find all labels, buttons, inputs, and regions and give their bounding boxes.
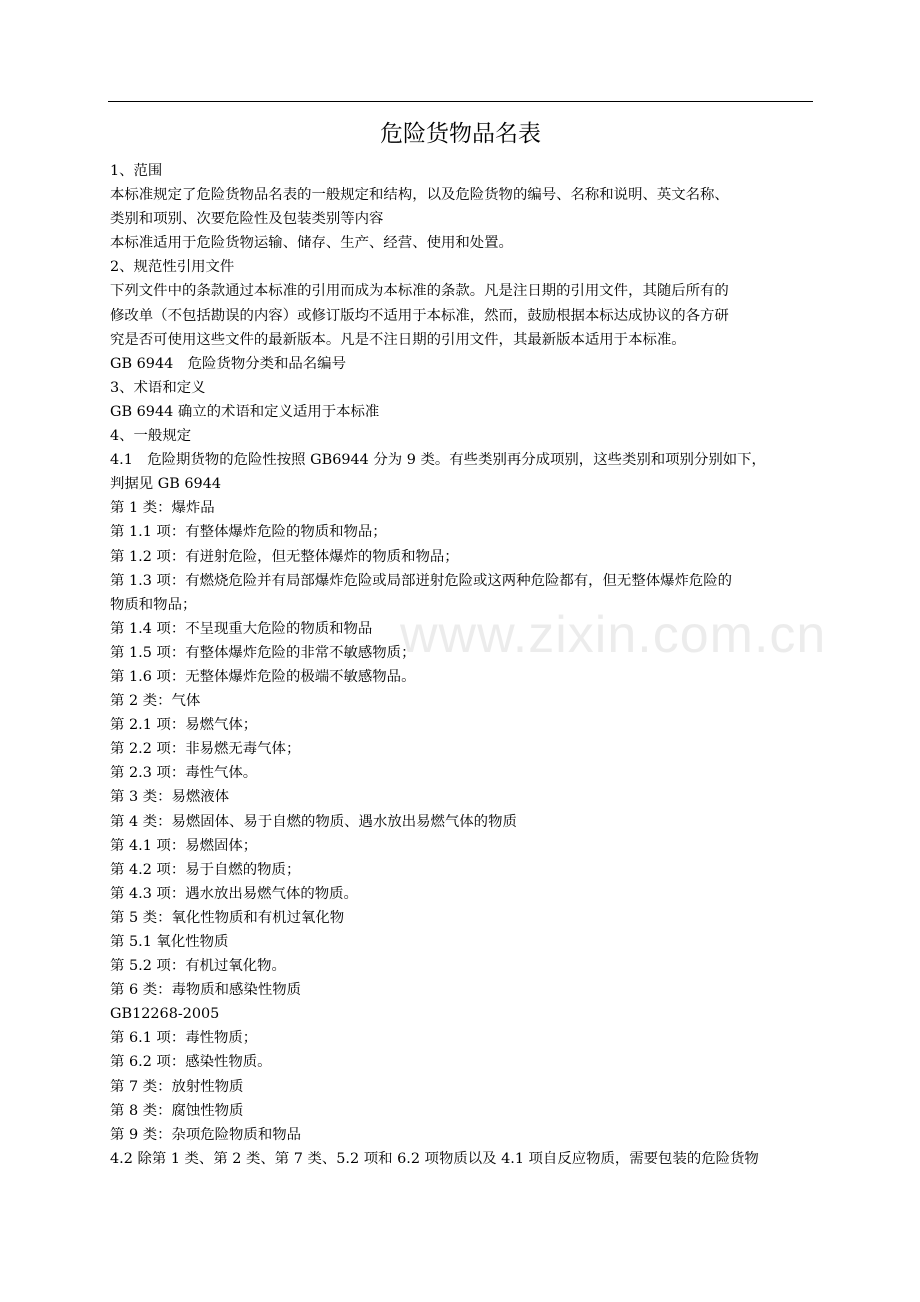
text-line: 第 9 类：杂项危险物质和物品 bbox=[110, 1126, 301, 1143]
text-line: 第 1 类：爆炸品 bbox=[110, 500, 215, 517]
header-rule bbox=[108, 101, 813, 102]
text-line: 第 5 类：氧化性物质和有机过氧化物 bbox=[110, 909, 345, 926]
text-line: 第 4 类：易燃固体、易于自燃的物质、遇水放出易燃气体的物质 bbox=[110, 813, 517, 830]
text-line: 2、规范性引用文件 bbox=[110, 259, 235, 276]
text-line: 类别和项别、次要危险性及包装类别等内容 bbox=[110, 211, 384, 228]
text-line: 第 4.2 项：易于自燃的物质； bbox=[110, 861, 301, 878]
text-line: 第 1.6 项：无整体爆炸危险的极端不敏感物品。 bbox=[110, 668, 416, 685]
text-line: 第 2 类：气体 bbox=[110, 693, 201, 710]
text-line: 第 6.1 项：毒性物质； bbox=[110, 1030, 258, 1047]
text-line: 第 1.2 项：有迸射危险，但无整体爆炸的物质和物品； bbox=[110, 548, 459, 565]
text-line: 第 8 类：腐蚀性物质 bbox=[110, 1102, 244, 1119]
text-line: 第 1.4 项：不呈现重大危险的物质和物品 bbox=[110, 620, 373, 637]
text-line: GB 6944 确立的术语和定义适用于本标准 bbox=[110, 403, 380, 420]
text-line: 第 4.3 项：遇水放出易燃气体的物质。 bbox=[110, 885, 358, 902]
text-line: 第 6 类：毒物质和感染性物质 bbox=[110, 982, 301, 999]
text-line: 第 5.1 氧化性物质 bbox=[110, 934, 229, 950]
text-line: 第 5.2 项：有机过氧化物。 bbox=[110, 958, 286, 975]
text-line: 第 1.5 项：有整体爆炸危险的非常不敏感物质； bbox=[110, 644, 416, 661]
text-line: 4.1 危险期货物的危险性按照 GB6944 分为 9 类。有些类别再分成项别，这些类别和项别分别如下， bbox=[110, 452, 766, 469]
text-line: 3、术语和定义 bbox=[110, 379, 206, 396]
text-line: 物质和物品； bbox=[110, 596, 197, 613]
text-line: 下列文件中的条款通过本标准的引用而成为本标准的条款。凡是注日期的引用文件，其随后所有的 bbox=[110, 283, 729, 300]
text-line: 判据见 GB 6944 bbox=[110, 476, 222, 493]
text-line: 4.2 除第 1 类、第 2 类、第 7 类、5.2 项和 6.2 项物质以及 4.1 项自反应物质，需要包装的危险货物 bbox=[110, 1150, 759, 1167]
text-line: GB 6944 危险货物分类和品名编号 bbox=[110, 355, 346, 372]
text-line: 1、范围 bbox=[110, 163, 163, 179]
text-line: 修改单（不包括勘误的内容）或修订版均不适用于本标准，然而，鼓励根据本标达成协议的各方研 bbox=[110, 307, 729, 324]
text-line: 第 2.3 项：毒性气体。 bbox=[110, 765, 258, 782]
text-line: 第 1.3 项：有燃烧危险并有局部爆炸危险或局部迸射危险或这两种危险都有，但无整体爆炸危险的 bbox=[110, 572, 733, 589]
text-line: 本标准适用于危险货物运输、储存、生产、经营、使用和处置。 bbox=[110, 235, 513, 252]
text-line: 第 4.1 项：易燃固体； bbox=[110, 837, 258, 854]
text-line: 第 3 类：易燃液体 bbox=[110, 789, 230, 806]
text-line: 4、一般规定 bbox=[110, 428, 192, 445]
text-line: 第 2.2 项：非易燃无毒气体； bbox=[110, 741, 301, 758]
text-line: 第 1.1 项：有整体爆炸危险的物质和物品； bbox=[110, 524, 387, 541]
watermark: www.zixin.com.cn bbox=[400, 606, 827, 664]
text-line: 本标准规定了危险货物品名表的一般规定和结构，以及危险货物的编号、名称和说明、英文名称、 bbox=[110, 187, 729, 204]
text-line: 第 2.1 项：易燃气体； bbox=[110, 717, 258, 734]
text-line: 第 7 类：放射性物质 bbox=[110, 1078, 244, 1095]
text-line: 究是否可使用这些文件的最新版本。凡是不注日期的引用文件，其最新版本适用于本标准。 bbox=[110, 331, 686, 348]
page-title: 危险货物品名表 bbox=[380, 121, 541, 147]
text-line: 第 6.2 项：感染性物质。 bbox=[110, 1054, 272, 1071]
text-line: GB12268-2005 bbox=[110, 1006, 220, 1023]
